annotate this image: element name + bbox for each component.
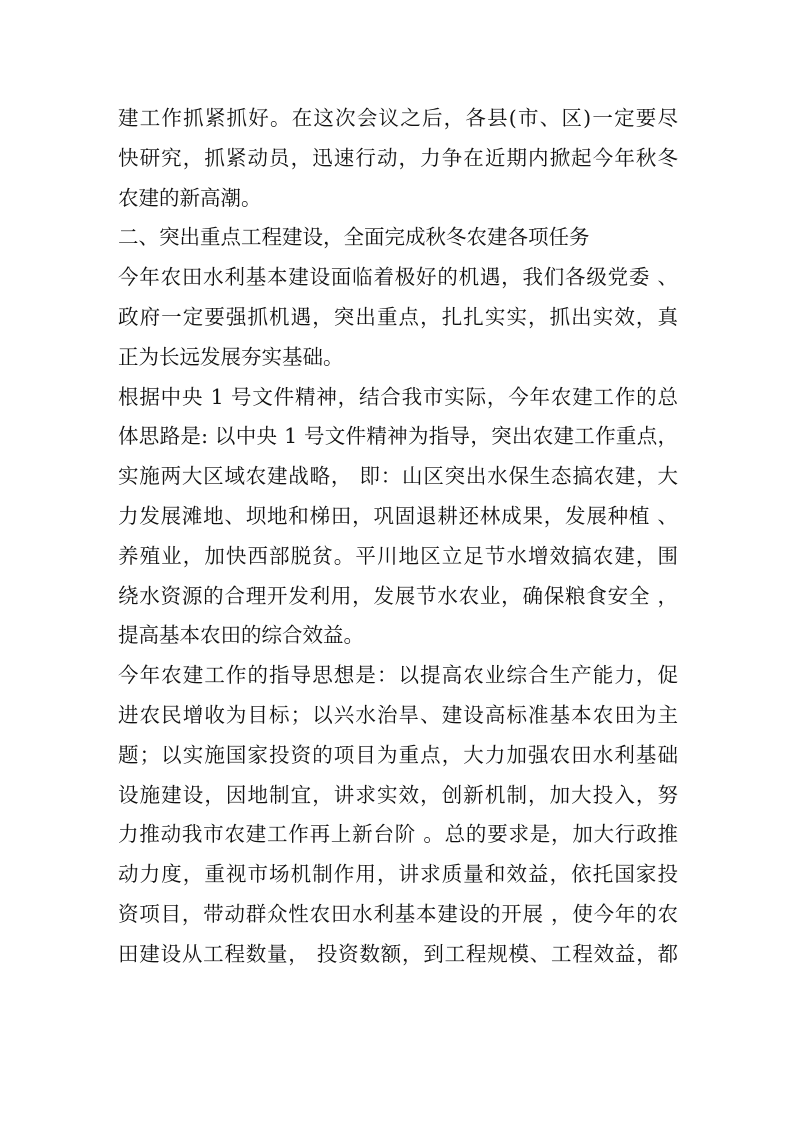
text-line: 提高基本农田的综合效益。 [118,623,364,648]
text-line: 设施建设，因地制宜，讲求实效，创新机制，加大投入，努 [118,782,678,807]
section-heading [118,218,678,258]
heading-line: 二、突出重点工程建设，全面完成秋冬农建各项任务 [118,225,590,250]
text-line: 今年农建工作的指导思想是：以提高农业综合生产能力，促 [118,663,678,688]
text-line: 进农民增收为目标；以兴水治旱、建设高标准基本农田为主 [118,702,678,727]
text-line: 绕水资源的合理开发利用，发展节水农业，确保粮食安全 ， [118,583,678,608]
text-line: 根据中央 1 号文件精神，结合我市实际，今年农建工作的总 [118,384,678,409]
paragraph-2 [118,258,678,377]
text-line: 养殖业，加快西部脱贫。平川地区立足节水增效搞农建，围 [118,543,678,568]
text-line: 田建设从工程数量， 投资数额，到工程规模、工程效益，都 [118,941,678,966]
paragraph-3 [118,378,678,657]
text-line: 正为长远发展夯实基础。 [118,344,344,369]
text-line: 实施两大区域农建战略， 即：山区突出水保生态搞农建，大 [118,464,678,489]
text-line: 力推动我市农建工作再上新台阶 。总的要求是，加大行政推 [118,822,678,847]
text-line: 政府一定要强抓机遇，突出重点，扎扎实实，抓出实效，真 [118,304,678,329]
paragraph-1 [118,99,678,218]
text-line: 快研究，抓紧动员，迅速行动，力争在近期内掀起今年秋冬 [118,145,678,170]
text-line: 农建的新高潮。 [118,185,262,210]
text-line: 资项目，带动群众性农田水利基本建设的开展 ，使今年的农 [118,901,678,926]
document-body [118,99,678,975]
text-line: 建工作抓紧抓好。在这次会议之后，各县(市、区)一定要尽 [118,106,678,130]
text-line: 力发展滩地、坝地和梯田，巩固退耕还林成果，发展种植 、 [118,503,678,528]
text-line: 体思路是: 以中央 1 号文件精神为指导，突出农建工作重点， [118,424,678,449]
paragraph-4 [118,656,678,974]
text-line: 动力度，重视市场机制作用，讲求质量和效益，依托国家投 [118,862,678,887]
text-line: 今年农田水利基本建设面临着极好的机遇，我们各级党委 、 [118,265,678,290]
text-line: 题；以实施国家投资的项目为重点，大力加强农田水利基础 [118,742,678,767]
